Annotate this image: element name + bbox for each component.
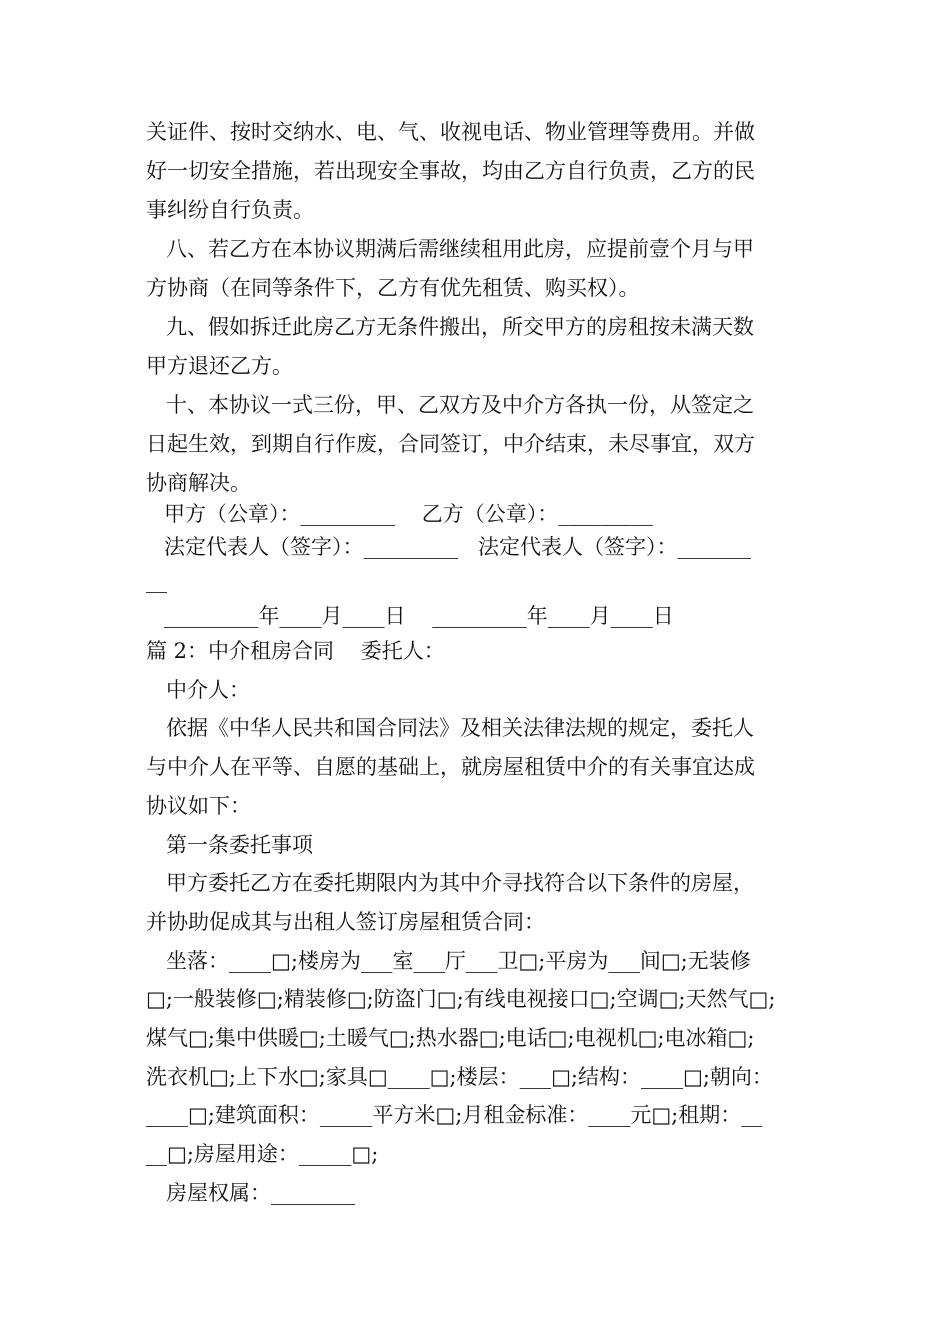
article-heading: 第一条委托事项 xyxy=(166,833,313,857)
paragraph-line: 事纠纷自行负责。 xyxy=(146,198,314,222)
paragraph-line: 日起生效，到期自行作废，合同签订，中介结束，未尽事宜，双方 xyxy=(146,432,755,456)
paragraph-line: 协商解决。 xyxy=(146,471,251,495)
paragraph-line: 关证件、按时交纳水、电、气、收视电话、物业管理等费用。并做 xyxy=(146,120,755,144)
clause-10-line: 十、本协议一式三份，甲、乙双方及中介方各执一份，从签定之 xyxy=(166,393,754,417)
signature-line-wrap: __ xyxy=(146,569,167,593)
seal-line: 甲方（公章）：_________ 乙方（公章）：_________ xyxy=(164,502,653,526)
paragraph-line: ____□;建筑面积：_____平方米□;月租金标准：____元□;租期：__ xyxy=(146,1103,763,1127)
paragraph-line: 坐落：____□;楼房为___室___厅___卫□;平房为___间□;无装修 xyxy=(166,949,751,973)
paragraph-line: 洗衣机□;上下水□;家具□____□;楼层：___□;结构：____□;朝向： xyxy=(146,1065,773,1089)
paragraph-line: 中介人： xyxy=(166,678,250,702)
paragraph-line: __□;房屋用途：_____□; xyxy=(146,1142,379,1166)
paragraph-line: □;一般装修□;精装修□;防盗门□;有线电视接口□;空调□;天然气□; xyxy=(146,987,776,1011)
paragraph-line: 依据《中华人民共和国合同法》及相关法律法规的规定，委托人 xyxy=(166,716,754,740)
paragraph-line: 并协助促成其与出租人签订房屋租赁合同： xyxy=(146,910,545,934)
paragraph-line: 煤气□;集中供暖□;土暖气□;热水器□;电话□;电视机□;电冰箱□; xyxy=(146,1026,755,1050)
clause-8-line: 八、若乙方在本协议期满后需继续租用此房，应提前壹个月与甲 xyxy=(166,237,754,261)
signature-line: 法定代表人（签字）：_________ 法定代表人（签字）：_______ xyxy=(164,535,752,559)
paragraph-line: 好一切安全措施，若出现安全事故，均由乙方自行负责，乙方的民 xyxy=(146,159,755,183)
paragraph-line: 协议如下： xyxy=(146,794,251,818)
paragraph-line: 甲方退还乙方。 xyxy=(146,354,293,378)
clause-9-line: 九、假如拆迁此房乙方无条件搬出，所交甲方的房租按未满天数 xyxy=(166,315,754,339)
paragraph-line: 房屋权属：________ xyxy=(166,1181,355,1205)
paragraph-line: 甲方委托乙方在委托期限内为其中介寻找符合以下条件的房屋， xyxy=(166,871,754,895)
section-heading: 篇 2：中介租房合同 委托人： xyxy=(146,639,445,663)
paragraph-line: 与中介人在平等、自愿的基础上，就房屋租赁中介的有关事宜达成 xyxy=(146,755,755,779)
date-line: _________年____月____日 _________年____月____日 xyxy=(164,604,674,628)
paragraph-line: 方协商（在同等条件下，乙方有优先租赁、购买权）。 xyxy=(146,276,640,300)
